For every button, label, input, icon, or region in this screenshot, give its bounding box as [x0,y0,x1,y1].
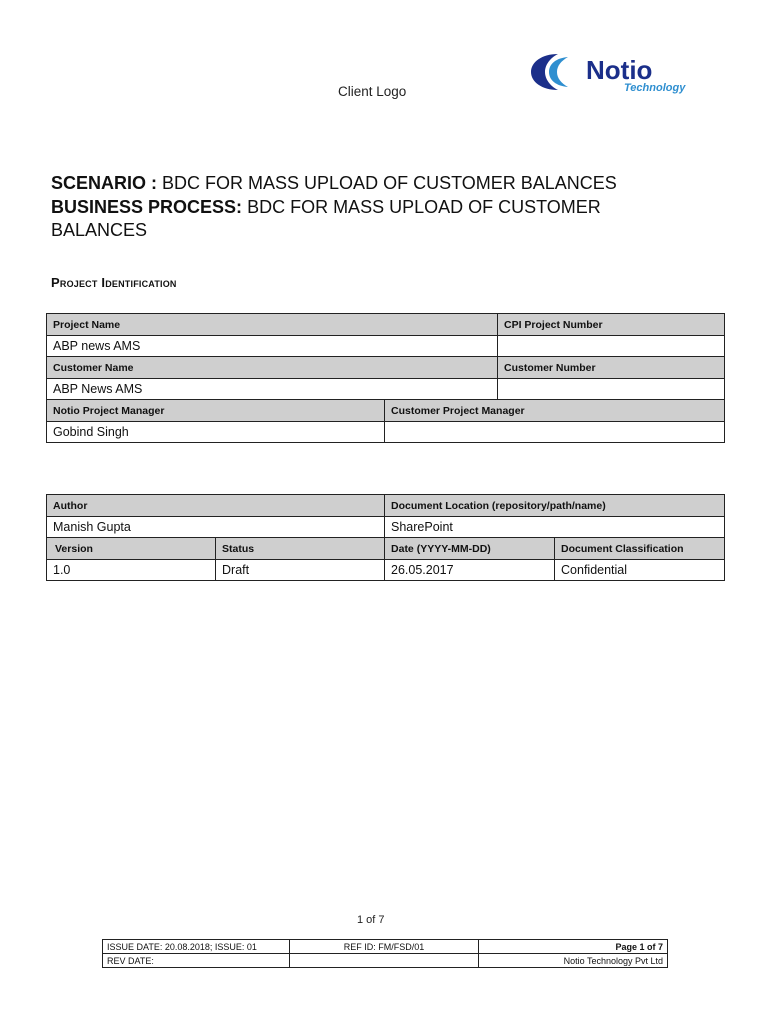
customer-name-label: Customer Name [47,357,498,379]
business-process-label: BUSINESS PROCESS: [51,196,243,217]
footer-page-of: of [644,941,658,952]
business-process-value: BDC FOR MASS UPLOAD OF CUSTOMER BALANCES [51,196,601,240]
footer-page-current: 1 [639,941,645,952]
table-row [47,336,725,357]
cpi-project-number-value [498,336,725,357]
project-name-value: ABP news AMS [47,336,498,357]
document-titles [51,172,691,243]
table-row [47,517,725,538]
table-row [47,560,725,581]
author-label: Author [47,495,385,517]
business-process-line [51,196,691,243]
footer-table [102,939,668,968]
scenario-label: SCENARIO : [51,173,158,193]
project-identification-table [46,313,725,443]
logo-subtitle: Technology [624,82,686,94]
customer-project-manager-label: Customer Project Manager [385,400,725,422]
scenario-line [51,172,691,196]
document-classification-label: Document Classification [555,538,725,560]
table-row [47,357,725,379]
version-label: Version [47,538,216,560]
logo-wordmark: Notio [586,55,653,85]
client-logo-placeholder: Client Logo [338,84,407,99]
project-name-label: Project Name [47,314,498,336]
notio-project-manager-label: Notio Project Manager [47,400,385,422]
cpi-project-number-label: CPI Project Number [498,314,725,336]
customer-project-manager-value [385,422,725,443]
document-classification-value: Confidential [555,560,725,581]
table-row [47,379,725,400]
footer-blank-cell [290,954,479,968]
notio-technology-logo [528,48,710,96]
table-row [47,422,725,443]
status-label: Status [216,538,385,560]
footer-page-total: 7 [657,941,663,952]
table-row [47,495,725,517]
scenario-value: BDC FOR MASS UPLOAD OF CUSTOMER BALANCES [162,173,617,193]
document-location-value: SharePoint [385,517,725,538]
table-row [103,954,668,968]
footer-page-prefix: Page [615,941,640,952]
footer-page [479,940,668,954]
customer-number-value [498,379,725,400]
section-heading: Project Identification [51,275,177,290]
footer-ref-id: REF ID: FM/FSD/01 [290,940,479,954]
table-row [47,538,725,560]
status-value: Draft [216,560,385,581]
footer-company: Notio Technology Pvt Ltd [479,954,668,968]
table-row [47,400,725,422]
footer-issue-date: ISSUE DATE: 20.08.2018; ISSUE: 01 [103,940,290,954]
table-row [47,314,725,336]
date-value: 26.05.2017 [385,560,555,581]
table-row [103,940,668,954]
date-label: Date (YYYY-MM-DD) [385,538,555,560]
notio-project-manager-value: Gobind Singh [47,422,385,443]
document-info-table [46,494,725,581]
footer-rev-date: REV DATE: [103,954,290,968]
document-location-label: Document Location (repository/path/name) [385,495,725,517]
author-value: Manish Gupta [47,517,385,538]
version-value: 1.0 [47,560,216,581]
customer-number-label: Customer Number [498,357,725,379]
customer-name-value: ABP News AMS [47,379,498,400]
page-number: 1 of 7 [357,914,385,926]
